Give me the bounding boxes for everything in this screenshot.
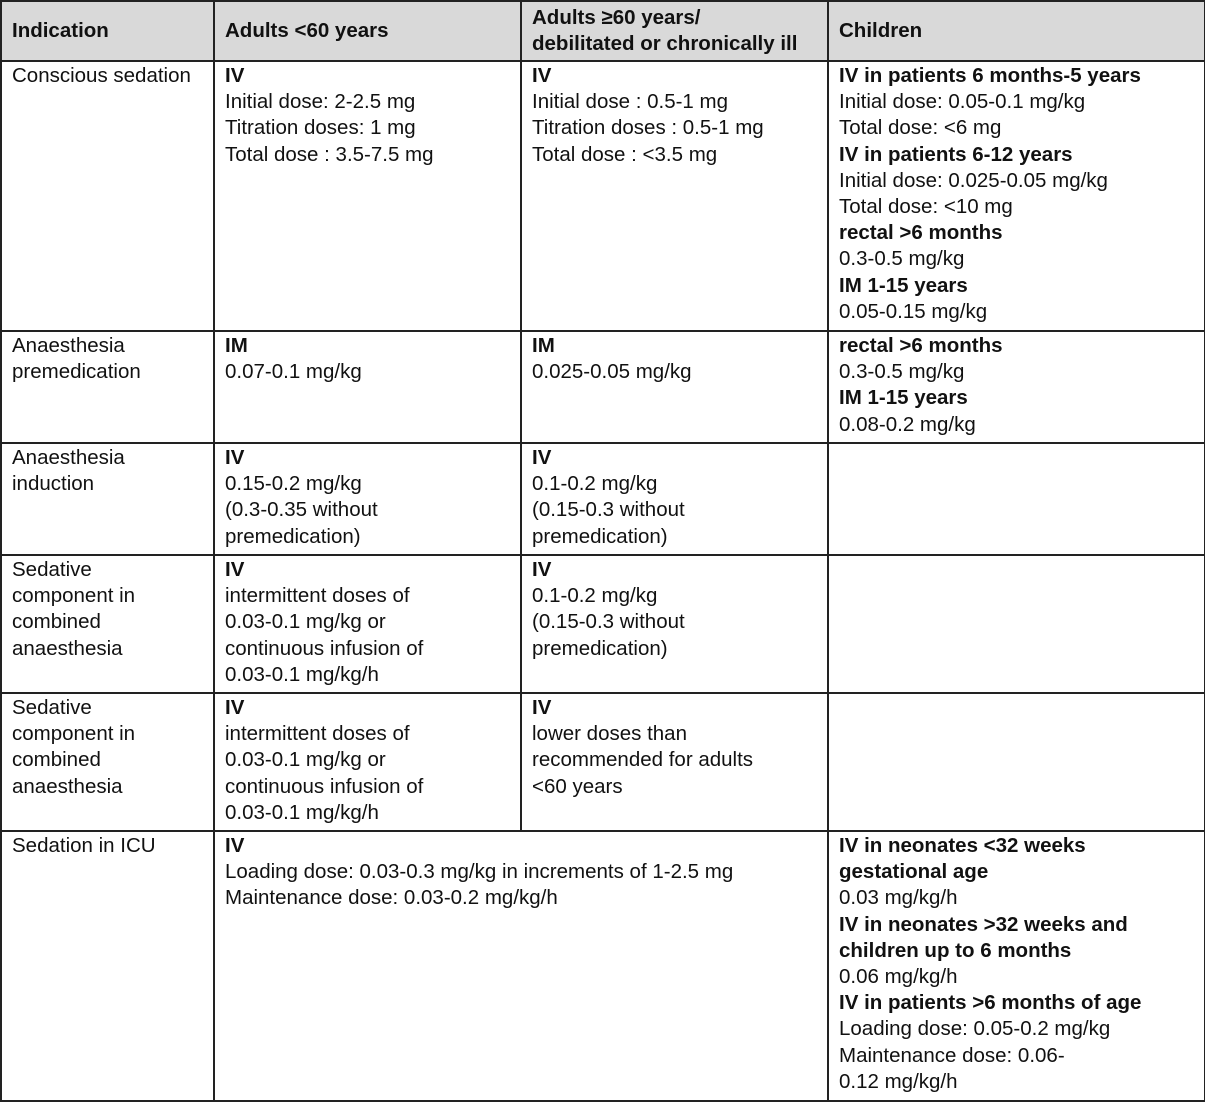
route-label: IM 1-15 years: [839, 386, 968, 410]
route-label: gestational age: [839, 860, 989, 884]
adults-60-plus-cell: [521, 61, 828, 331]
dose-line: 0.03-0.1 mg/kg/h: [225, 800, 379, 824]
route-label: rectal >6 months: [839, 334, 1003, 357]
dose-line: (0.15-0.3 without: [532, 610, 685, 634]
indication-line: combined: [12, 610, 101, 634]
dose-line: 0.03-0.1 mg/kg/h: [225, 662, 379, 686]
children-cell: [828, 61, 1205, 331]
adults-under-60-cell: [214, 331, 521, 443]
dose-line: Total dose : 3.5-7.5 mg: [225, 142, 434, 166]
children-cell: [828, 693, 1205, 831]
route-label: IV: [225, 558, 245, 581]
indication-cell: Sedation in ICU: [1, 831, 214, 1101]
children-cell: [828, 443, 1205, 555]
adults-under-60-cell: [214, 693, 521, 831]
dose-line: Total dose: <10 mg: [839, 195, 1013, 219]
dose-line: lower doses than: [532, 722, 687, 746]
route-label: IM: [225, 334, 248, 357]
route-label: IV: [532, 696, 552, 719]
dose-line: intermittent doses of: [225, 584, 410, 608]
dose-line: 0.3-0.5 mg/kg: [839, 247, 965, 271]
adults-all-cell: [214, 831, 828, 1101]
indication-line: component in: [12, 722, 136, 746]
route-label: IM 1-15 years: [839, 273, 968, 297]
adults-under-60-cell: [214, 443, 521, 555]
indication-line: combined: [12, 748, 101, 772]
dose-line: Initial dose: 0.025-0.05 mg/kg: [839, 168, 1108, 192]
route-label: children up to 6 months: [839, 938, 1072, 962]
dose-line: <60 years: [532, 774, 623, 798]
indication-cell: [1, 331, 214, 443]
indication-line: Anaesthesia: [12, 446, 125, 469]
route-label: IV in neonates <32 weeks: [839, 834, 1086, 857]
dose-line: 0.05-0.15 mg/kg: [839, 299, 988, 323]
dose-line: 0.1-0.2 mg/kg: [532, 584, 658, 608]
adults-60-plus-cell: [521, 693, 828, 831]
dose-line: 0.12 mg/kg/h: [839, 1069, 958, 1093]
dose-line: continuous infusion of: [225, 636, 424, 660]
indication-cell: Conscious sedation: [1, 61, 214, 331]
dose-line: premedication): [532, 524, 668, 548]
route-label: IV in patients 6 months-5 years: [839, 64, 1141, 87]
header-adults-60-plus: [521, 1, 828, 61]
adults-60-plus-cell: [521, 331, 828, 443]
dose-line: 0.06 mg/kg/h: [839, 965, 958, 989]
dose-line: Titration doses : 0.5-1 mg: [532, 116, 764, 140]
indication-line: Sedative: [12, 696, 92, 719]
indication-line: induction: [12, 472, 95, 496]
route-label: IV in patients >6 months of age: [839, 991, 1142, 1015]
children-cell: [828, 555, 1205, 693]
indication-line: anaesthesia: [12, 636, 123, 660]
dose-line: Loading dose: 0.05-0.2 mg/kg: [839, 1017, 1111, 1041]
indication-line: Anaesthesia: [12, 334, 125, 357]
table-row: [1, 331, 1205, 443]
route-label: IV in neonates >32 weeks and: [839, 912, 1128, 936]
route-label: IV: [225, 64, 245, 87]
table-row: [1, 693, 1205, 831]
route-label: IV: [225, 446, 245, 469]
dose-line: 0.15-0.2 mg/kg: [225, 472, 362, 496]
header-adults-under-60: Adults <60 years: [214, 1, 521, 61]
children-cell: [828, 331, 1205, 443]
dose-line: premedication): [225, 524, 361, 548]
dose-line: Loading dose: 0.03-0.3 mg/kg in increments of 1-2.5 mg: [225, 860, 734, 884]
header-line: Adults ≥60 years/: [532, 6, 701, 29]
route-label: IV: [532, 446, 552, 469]
route-label: IV: [532, 558, 552, 581]
dose-line: 0.3-0.5 mg/kg: [839, 360, 965, 384]
dose-line: Total dose : <3.5 mg: [532, 142, 718, 166]
adults-60-plus-cell: [521, 443, 828, 555]
indication-line: component in: [12, 584, 136, 608]
table-row: [1, 555, 1205, 693]
children-cell: [828, 831, 1205, 1101]
dose-line: (0.3-0.35 without: [225, 498, 378, 522]
route-label: IV in patients 6-12 years: [839, 142, 1073, 166]
table-row: [1, 61, 1205, 331]
route-label: IV: [532, 64, 552, 87]
dose-line: Initial dose: 0.05-0.1 mg/kg: [839, 90, 1086, 114]
dose-line: 0.025-0.05 mg/kg: [532, 360, 692, 384]
dose-line: Initial dose : 0.5-1 mg: [532, 90, 728, 114]
header-line: debilitated or chronically ill: [532, 32, 798, 55]
dose-line: 0.03-0.1 mg/kg or: [225, 748, 386, 772]
table-row: [1, 831, 1205, 1101]
indication-line: Sedative: [12, 558, 92, 581]
dose-line: recommended for adults: [532, 748, 754, 772]
dose-line: Initial dose: 2-2.5 mg: [225, 90, 416, 114]
dose-line: premedication): [532, 636, 668, 660]
dose-line: 0.1-0.2 mg/kg: [532, 472, 658, 496]
dose-line: intermittent doses of: [225, 722, 410, 746]
indication-line: anaesthesia: [12, 774, 123, 798]
adults-under-60-cell: [214, 555, 521, 693]
indication-cell: [1, 555, 214, 693]
header-row: [1, 1, 1205, 61]
header-indication: Indication: [1, 1, 214, 61]
dose-line: continuous infusion of: [225, 774, 424, 798]
route-label: IV: [225, 834, 245, 857]
adults-under-60-cell: [214, 61, 521, 331]
indication-line: premedication: [12, 360, 141, 384]
header-children: Children: [828, 1, 1205, 61]
indication-cell: [1, 443, 214, 555]
dose-line: Maintenance dose: 0.03-0.2 mg/kg/h: [225, 886, 558, 910]
dose-line: 0.03-0.1 mg/kg or: [225, 610, 386, 634]
dose-line: (0.15-0.3 without: [532, 498, 685, 522]
dose-line: Maintenance dose: 0.06-: [839, 1043, 1065, 1067]
table-row: [1, 443, 1205, 555]
indication-cell: [1, 693, 214, 831]
route-label: rectal >6 months: [839, 221, 1003, 245]
dose-line: 0.08-0.2 mg/kg: [839, 412, 976, 436]
route-label: IV: [225, 696, 245, 719]
adults-60-plus-cell: [521, 555, 828, 693]
dose-line: Titration doses: 1 mg: [225, 116, 416, 140]
dose-line: Total dose: <6 mg: [839, 116, 1002, 140]
route-label: IM: [532, 334, 555, 357]
dose-line: 0.07-0.1 mg/kg: [225, 360, 362, 384]
dose-line: 0.03 mg/kg/h: [839, 886, 958, 910]
